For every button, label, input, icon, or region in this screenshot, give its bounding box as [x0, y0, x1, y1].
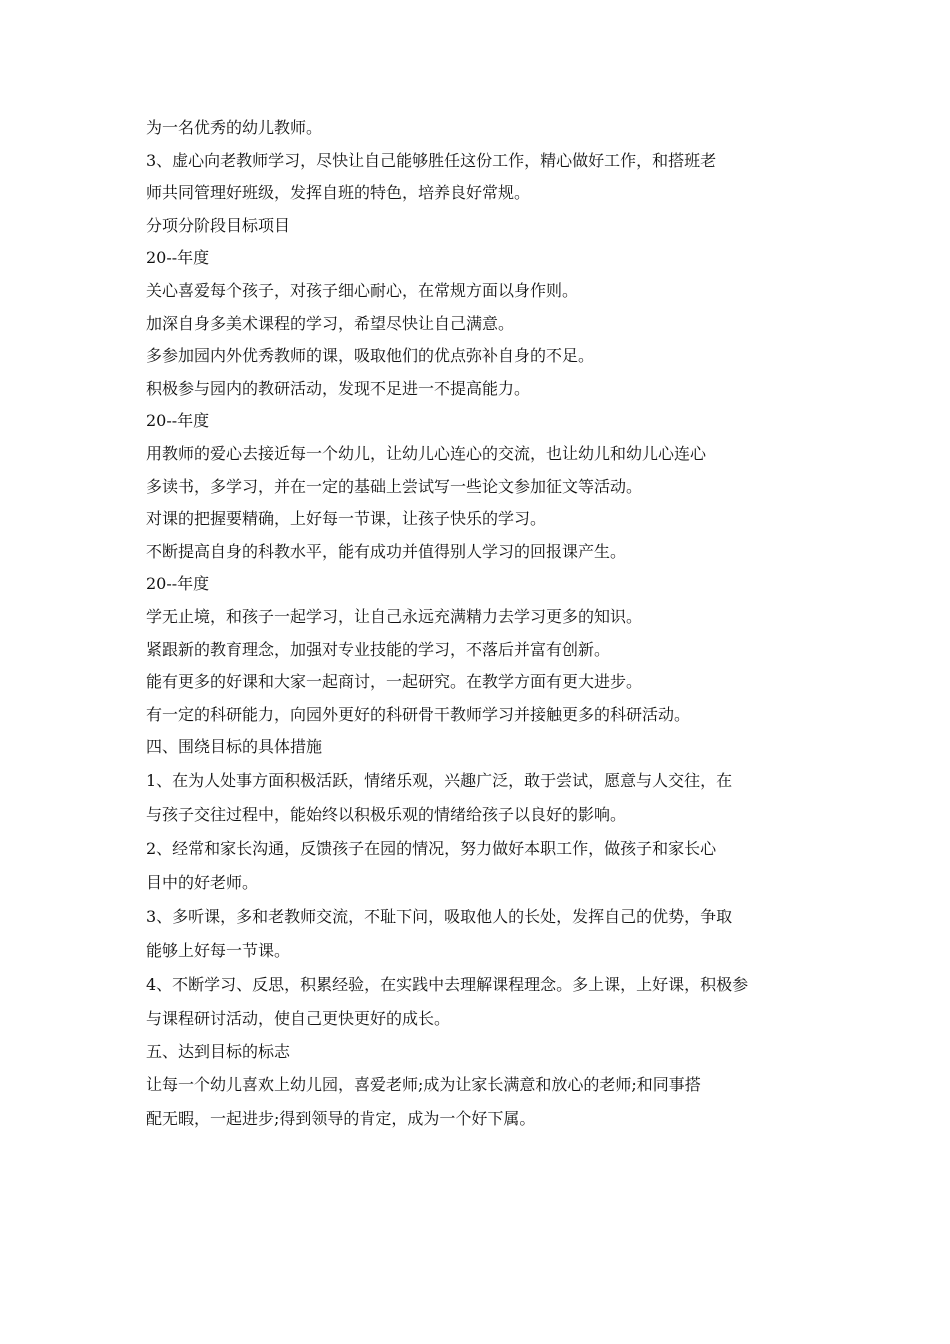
text-line: 4、不断学习、反思，积累经验，在实践中去理解课程理念。多上课，上好课，积极参: [146, 974, 749, 994]
text-line: 能够上好每一节课。: [146, 940, 291, 960]
section-heading: 分项分阶段目标项目: [146, 215, 291, 235]
text-line: 学无止境，和孩子一起学习，让自己永远充满精力去学习更多的知识。: [146, 606, 643, 626]
text-line: 2、经常和家长沟通，反馈孩子在园的情况，努力做好本职工作，做孩子和家长心: [146, 838, 717, 858]
text-line: 为一名优秀的幼儿教师。: [146, 118, 323, 137]
text-line: 与孩子交往过程中，能始终以积极乐观的情绪给孩子以良好的影响。: [146, 804, 627, 824]
section-heading: 五、达到目标的标志: [146, 1041, 291, 1061]
text-line: 与课程研讨活动，使自己更快更好的成长。: [146, 1008, 451, 1028]
text-line: 加深自身多美术课程的学习，希望尽快让自己满意。: [146, 313, 515, 333]
text-line: 积极参与园内的教研活动，发现不足进一不提高能力。: [146, 378, 531, 398]
text-line: 对课的把握要精确，上好每一节课，让孩子快乐的学习。: [146, 509, 547, 529]
text-line: 用教师的爱心去接近每一个幼儿，让幼儿心连心的交流，也让幼儿和幼儿心连心: [146, 443, 707, 463]
text-line: 3、虚心向老教师学习，尽快让自己能够胜任这份工作，精心做好工作，和搭班老: [146, 150, 717, 170]
text-line: 配无暇，一起进步;得到领导的肯定，成为一个好下属。: [146, 1109, 536, 1129]
text-line: 让每一个幼儿喜欢上幼儿园，喜爱老师;成为让家长满意和放心的老师;和同事搭: [146, 1075, 701, 1095]
year-heading: 20--年度: [146, 248, 210, 268]
year-heading: 20--年度: [146, 574, 210, 594]
text-line: 不断提高自身的科教水平，能有成功并值得别人学习的回报课产生。: [146, 541, 627, 561]
year-heading: 20--年度: [146, 411, 210, 431]
text-line: 目中的好老师。: [146, 872, 259, 892]
text-line: 多读书，多学习，并在一定的基础上尝试写一些论文参加征文等活动。: [146, 476, 643, 496]
text-line: 多参加园内外优秀教师的课，吸取他们的优点弥补自身的不足。: [146, 346, 595, 366]
text-line: 1、在为人处事方面积极活跃，情绪乐观，兴趣广泛，敢于尝试，愿意与人交往，在: [146, 770, 733, 790]
text-line: 3、多听课，多和老教师交流，不耻下问，吸取他人的长处，发挥自己的优势，争取: [146, 906, 733, 926]
text-line: 有一定的科研能力，向园外更好的科研骨干教师学习并接触更多的科研活动。: [146, 704, 691, 724]
text-line: 紧跟新的教育理念，加强对专业技能的学习，不落后并富有创新。: [146, 639, 611, 659]
text-line: 师共同管理好班级，发挥自班的特色，培养良好常规。: [146, 183, 531, 203]
text-line: 关心喜爱每个孩子，对孩子细心耐心，在常规方面以身作则。: [146, 280, 579, 300]
section-heading: 四、围绕目标的具体措施: [146, 737, 323, 757]
text-line: 能有更多的好课和大家一起商讨，一起研究。在教学方面有更大进步。: [146, 672, 643, 692]
document-body: [146, 112, 810, 1136]
